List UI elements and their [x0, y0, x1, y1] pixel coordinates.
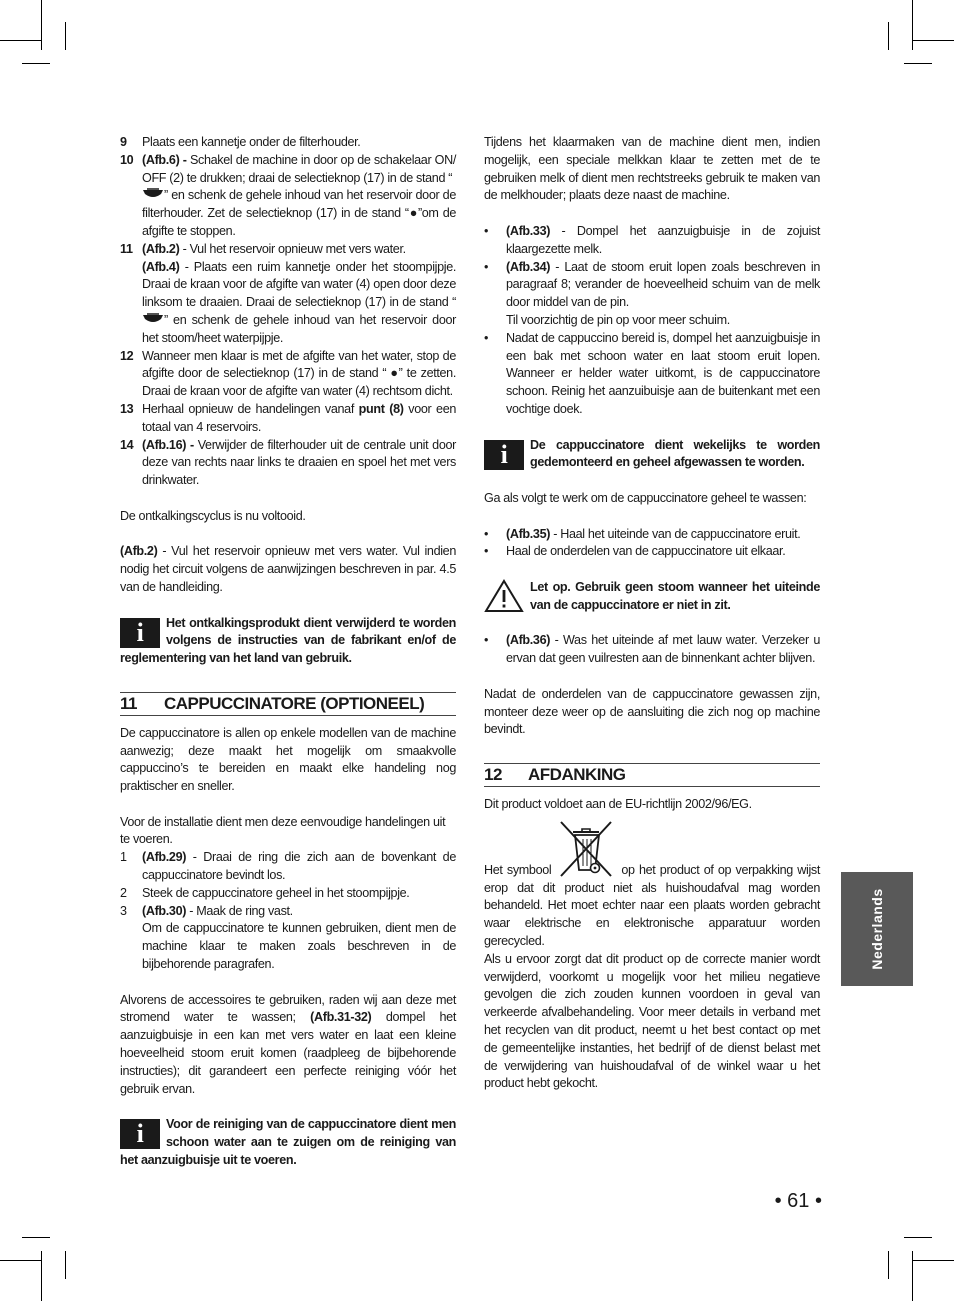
step-text: - Vul het reservoir opnieuw met vers water.	[179, 241, 406, 256]
paragraph-text: Het symbool	[484, 862, 552, 877]
figure-ref: (Afb.31-32)	[310, 1010, 372, 1025]
step-text: Om de cappuccinatore te kunnen gebruiken, dient men de machine klaar te maken zoals beschreven in de bijbehorende paragrafen.	[142, 921, 456, 972]
bullet-text: - Laat de stoom eruit lopen zoals beschreven in paragraaf 8; verander de hoeveelheid schuim van de melk door middel van de pin.	[506, 259, 820, 310]
bullet-text: - Was het uiteinde af met lauw water. Verzeker u ervan dat geen vuilresten aan de binnenkant achter blijven.	[506, 633, 820, 666]
bullet-item	[484, 526, 820, 544]
s11-install: Voor de installatie dient men deze eenvoudige handelingen uit te voeren.	[120, 814, 446, 847]
bullet-text: - Haal het uiteinde van de cappuccinatore eruit.	[550, 526, 801, 541]
disposal-paragraph: Als u ervoor zorgt dat dit product op de correcte manier wordt verwijderd, voorkomt u mogelijk voor het milieu negatieve gevolgen die zich zouden kunnen voordoen in geval van verkeerde afvalbehandeling. Voor meer details in verband met het recyclen van dit product, neemt u het best contact op met de gemeentelijke instanties, het bedrijf of de dienst belast met de verwijdering van huishoudafval of de winkel waar u het product hebt gekocht.	[484, 951, 820, 1091]
install-step-1	[120, 849, 456, 885]
install-step-3	[120, 903, 456, 974]
bullet-text: - Dompel het aanzuigbuisje in de zojuist klaargezette melk.	[506, 223, 820, 256]
crop-mark	[41, 0, 42, 50]
step-text: Wanneer men klaar is met de afgifte van het water, stop de afgifte door de selectieknop (17) in de stand “ ●” te zetten. Draai de kraan voor de afgifte van water (4) rechtsom dicht.	[142, 348, 456, 399]
figure-ref: (Afb.33)	[506, 223, 551, 238]
crop-mark	[0, 40, 42, 41]
page-number: • 61 •	[774, 1190, 822, 1212]
bullet-item	[484, 259, 820, 330]
step-14	[120, 437, 456, 490]
cycle-done-text: De ontkalkingscyclus is nu voltooid.	[120, 508, 306, 523]
step-text: - Maak de ring vast.	[186, 903, 293, 918]
step-number: 1	[120, 850, 127, 865]
weee-bin-icon	[555, 818, 617, 880]
crop-mark	[904, 63, 932, 64]
section-title: CAPPUCCINATORE (OPTIONEEL)	[164, 693, 425, 713]
figure-ref: (Afb.34)	[506, 259, 551, 274]
s11-intro: De cappuccinatore is allen op enkele modellen van de machine aanwezig; deze maakt het mogelijk om smaakvolle cappuccino’s te bereiden en maakt elke handeling nog praktischer en sneller.	[120, 725, 456, 794]
refill-paragraph	[120, 543, 456, 596]
warning-note	[484, 579, 820, 615]
section-11-heading	[120, 690, 456, 716]
section-title: AFDANKING	[528, 764, 626, 784]
step-number: 9	[120, 135, 127, 149]
bullet-dot: •	[484, 544, 489, 559]
bullet-item	[484, 330, 820, 419]
step-text: ” en schenk de gehele inhoud van het reservoir door de filterhouder. Zet de selectieknop (17) in de stand “●”om de afgifte te stoppen.	[142, 188, 456, 238]
figure-ref: (Afb.36)	[506, 633, 551, 648]
crop-mark	[912, 1251, 913, 1301]
step-text: voor een totaal van 4 reservoirs.	[142, 401, 456, 434]
cup-icon	[142, 313, 164, 325]
crop-mark	[65, 22, 66, 50]
step-text: - Draai de ring die zich aan de bovenkant de cappuccinatore bevindt los.	[142, 850, 456, 883]
bullet-text: Til voorzichtig de pin op voor meer schuim.	[506, 312, 730, 327]
bullet-dot: •	[484, 259, 489, 274]
bullet-dot: •	[484, 633, 489, 648]
note-text: Voor de reiniging van de cappuccinatore dient men schoon water aan te zuigen om de reiniging van het aanzuigbuisje uit te voeren.	[120, 1117, 456, 1167]
section-number: 11	[120, 693, 137, 713]
language-label: Nederlands	[869, 888, 885, 970]
crop-mark	[888, 22, 889, 50]
wash-intro: Ga als volgt te werk om de cappuccinatore geheel te wassen:	[484, 490, 807, 505]
right-column	[484, 134, 820, 1093]
step-12	[120, 348, 456, 401]
paragraph-text: op het product of op verpakking wijst erop dat dit product niet als huishoudafval mag worden behandeld. Het moet echter naar een plaats worden gebracht waar elektrische en elektronische apparatuur worden gerecycled.	[484, 862, 820, 949]
bullet-text: Nadat de cappuccino bereid is, dompel het aanzuigbuisje in een bak met schoon water en laat stoom eruit lopen. Wanneer er helder water uitkomt, is de cappuccinatore schoon. Reinig het aanzuibuisje aan de buitenkant met een vochtige doek.	[506, 330, 820, 416]
step-text: - Plaats een ruim kannetje onder het stoompijpje. Draai de kraan voor de afgifte van water (4) open door deze linksom te draaien. Draai de selectieknop (17) in de stand “	[142, 259, 456, 310]
info-note	[120, 615, 456, 668]
milk-intro: Tijdens het klaarmaken van de machine dient men, indien mogelijk, een speciale melkkan klaar te zetten met de te gebruiken melk of dient men rechtstreeks gebruik te maken van de melkhouder; plaats deze naast de machine.	[484, 135, 820, 203]
warning-icon	[484, 579, 524, 613]
crop-mark	[912, 0, 913, 50]
step-text: Schakel de machine in door op de schakelaar ON/ OFF (2) te drukken; draai de selectieknop (17) in de stand “	[142, 152, 457, 185]
figure-ref: (Afb.2)	[142, 241, 180, 256]
step-10	[120, 152, 456, 241]
cup-icon	[142, 188, 164, 200]
bullet-dot: •	[484, 223, 489, 238]
symbol-paragraph	[484, 818, 820, 951]
crop-mark	[22, 1237, 50, 1238]
crop-mark	[912, 40, 954, 41]
language-tab	[841, 872, 913, 986]
step-number: 11	[120, 241, 133, 256]
directive-text: Dit product voldoet aan de EU-richtlijn 2002/96/EG.	[484, 796, 752, 811]
step-number: 3	[120, 903, 127, 918]
section-12-heading	[484, 761, 820, 787]
info-icon: i	[484, 440, 524, 470]
info-note	[484, 437, 820, 473]
bullet-dot: •	[484, 526, 489, 541]
accessories-paragraph	[120, 992, 456, 1099]
figure-ref: (Afb.6) -	[142, 152, 187, 167]
bullet-item	[484, 632, 820, 668]
warning-text: Let op. Gebruik geen stoom wanneer het uiteinde van de cappuccinatore er niet in zit.	[530, 579, 820, 612]
crop-mark	[912, 1260, 954, 1261]
step-ref: punt (8)	[358, 401, 404, 416]
crop-mark	[904, 1237, 932, 1238]
bullet-dot: •	[484, 330, 489, 345]
figure-ref: (Afb.35)	[506, 526, 551, 541]
reassemble-text: Nadat de onderdelen van de cappuccinatore gewassen zijn, monteer deze weer op de aansluiting die zich nog op machine bevindt.	[484, 686, 820, 737]
bullet-item	[484, 223, 820, 259]
step-text: Steek de cappuccinatore geheel in het stoompijpje.	[142, 885, 410, 900]
install-step-2	[120, 885, 456, 903]
step-11	[120, 241, 456, 348]
figure-ref: (Afb.29)	[142, 850, 187, 865]
note-text: De cappuccinatore dient wekelijks te worden gedemonteerd en geheel afgewassen te worden.	[530, 437, 820, 470]
paragraph-text: dompel het aanzuigbuisje in een kan met vers water en laat een kleine hoeveelheid stoom eruit komen (raadpleeg de bijbehorende instructies); dit garandeert een perfecte reiniging vóór het gebruik ervan.	[120, 1010, 456, 1096]
step-number: 14	[120, 437, 134, 452]
paragraph-text: - Vul het reservoir opnieuw met vers water. Vul indien nodig het circuit volgens de aanwijzingen beschreven in par. 4.5 van de handleiding.	[120, 544, 456, 594]
left-column	[120, 134, 456, 1170]
bullet-item	[484, 543, 820, 561]
info-icon: i	[120, 618, 160, 648]
step-9	[120, 134, 456, 152]
crop-mark	[888, 1251, 889, 1279]
step-13	[120, 401, 456, 437]
step-number: 12	[120, 348, 134, 363]
note-text: Het ontkalkingsprodukt dient verwijderd te worden volgens de instructies van de fabrikant en/of de reglementering van het land van gebruik.	[120, 615, 456, 666]
info-note	[120, 1116, 456, 1169]
info-icon: i	[120, 1119, 160, 1149]
step-text: ” en schenk de gehele inhoud van het reservoir door het stoom/heet waterpijpje.	[142, 312, 456, 345]
figure-ref: (Afb.16) -	[142, 437, 194, 452]
crop-mark	[41, 1251, 42, 1301]
step-number: 13	[120, 401, 134, 416]
paragraph-text: Alvorens de accessoires te gebruiken, raden wij aan deze met stromend water te wassen;	[120, 992, 456, 1025]
figure-ref: (Afb.30)	[142, 903, 187, 918]
crop-mark	[65, 1251, 66, 1279]
crop-mark	[22, 63, 50, 64]
step-number: 2	[120, 885, 127, 900]
bullet-text: Haal de onderdelen van de cappuccinatore uit elkaar.	[506, 544, 786, 559]
step-text: Plaats een kannetje onder de filterhouder.	[142, 135, 361, 149]
figure-ref: (Afb.4)	[142, 259, 180, 274]
crop-mark	[0, 1260, 42, 1261]
section-number: 12	[484, 764, 502, 784]
step-text: Verwijder de filterhouder uit de centrale unit door deze van rechts naar links te draaien en spoel het met vers drinkwater.	[142, 437, 456, 488]
figure-ref: (Afb.2)	[120, 544, 158, 559]
step-text: Herhaal opnieuw de handelingen vanaf	[142, 401, 359, 416]
step-number: 10	[120, 152, 134, 167]
